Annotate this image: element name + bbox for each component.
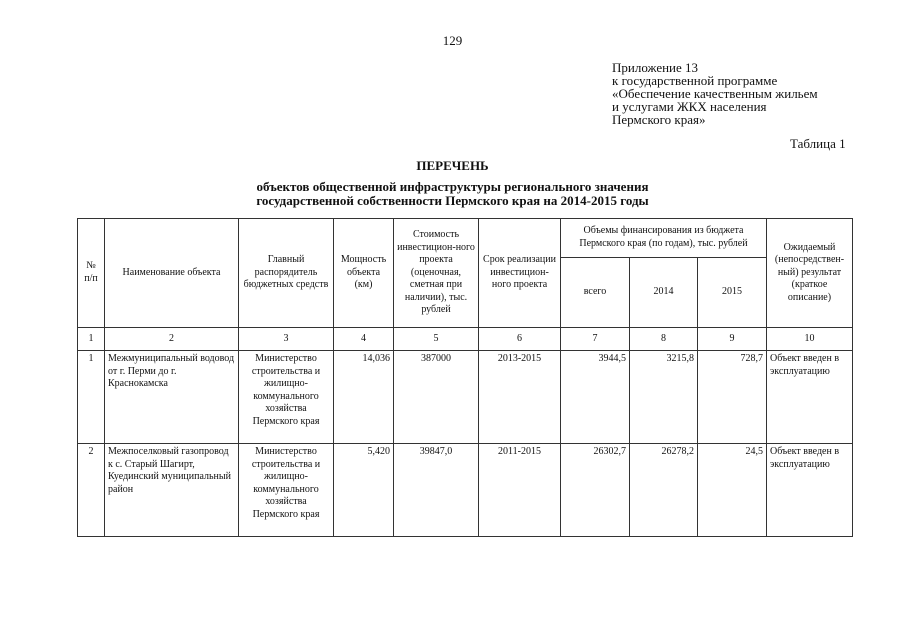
page-number: 129	[442, 33, 463, 48]
appendix-line: Приложение 13	[612, 60, 699, 75]
header-total: всего	[561, 258, 630, 328]
project-term: 2011-2015	[479, 444, 561, 537]
expected-result: Объект введен в эксплуатацию	[767, 444, 853, 537]
funding-2015: 24,5	[698, 444, 767, 537]
project-cost: 387000	[394, 351, 479, 444]
subtitle-line: государственной собственности Пермского края на 2014-2015 годы	[256, 193, 649, 208]
appendix-line: Пермского края»	[612, 112, 706, 127]
column-number: 10	[767, 328, 853, 351]
document-subtitle	[0, 180, 905, 208]
table-row	[78, 444, 853, 537]
column-number: 5	[394, 328, 479, 351]
object-name: Межпоселковый газопровод к с. Старый Шагирт, Куединский муниципальный район	[105, 444, 239, 537]
appendix-line: к государственной программе	[612, 73, 778, 88]
row-num: 2	[78, 444, 105, 537]
column-number: 9	[698, 328, 767, 351]
funding-2014: 3215,8	[630, 351, 698, 444]
object-capacity: 5,420	[334, 444, 394, 537]
budget-manager: Министерство строительства и жилищно-коммунального хозяйства Пермского края	[239, 351, 334, 444]
objects-table	[77, 218, 853, 537]
column-number: 7	[561, 328, 630, 351]
object-capacity: 14,036	[334, 351, 394, 444]
table-row	[78, 351, 853, 444]
header-term: Срок реализации инвестицион-ного проекта	[479, 219, 561, 328]
header-funding: Объемы финансирования из бюджета Пермского края (по годам), тыс. рублей	[561, 219, 767, 258]
header-manager: Главный распорядитель бюджетных средств	[239, 219, 334, 328]
column-number: 3	[239, 328, 334, 351]
funding-total: 3944,5	[561, 351, 630, 444]
project-cost: 39847,0	[394, 444, 479, 537]
column-number: 6	[479, 328, 561, 351]
header-cost: Стоимость инвестицион-ного проекта (оценочная, сметная при наличии), тыс. рублей	[394, 219, 479, 328]
document-title: ПЕРЕЧЕНЬ	[416, 158, 489, 173]
header-capacity: Мощность объекта (км)	[334, 219, 394, 328]
appendix-line: и услугами ЖКХ населения	[612, 99, 767, 114]
funding-total: 26302,7	[561, 444, 630, 537]
table-header-row	[78, 219, 853, 258]
appendix-note	[612, 61, 818, 126]
header-num: № п/п	[78, 219, 105, 328]
subtitle-line: объектов общественной инфраструктуры регионального значения	[256, 179, 649, 194]
funding-2014: 26278,2	[630, 444, 698, 537]
appendix-line: «Обеспечение качественным жильем	[612, 86, 818, 101]
header-2015: 2015	[698, 258, 767, 328]
header-2014: 2014	[630, 258, 698, 328]
table-label: Таблица 1	[790, 136, 846, 151]
column-number: 4	[334, 328, 394, 351]
budget-manager: Министерство строительства и жилищно-коммунального хозяйства Пермского края	[239, 444, 334, 537]
column-number: 1	[78, 328, 105, 351]
project-term: 2013-2015	[479, 351, 561, 444]
column-number: 2	[105, 328, 239, 351]
header-result: Ожидаемый (непосредствен-ный) результат (краткое описание)	[767, 219, 853, 328]
expected-result: Объект введен в эксплуатацию	[767, 351, 853, 444]
object-name: Межмуниципальный водовод от г. Перми до г. Краснокамска	[105, 351, 239, 444]
funding-2015: 728,7	[698, 351, 767, 444]
column-number: 8	[630, 328, 698, 351]
column-number-row	[78, 328, 853, 351]
header-name: Наименование объекта	[105, 219, 239, 328]
row-num: 1	[78, 351, 105, 444]
